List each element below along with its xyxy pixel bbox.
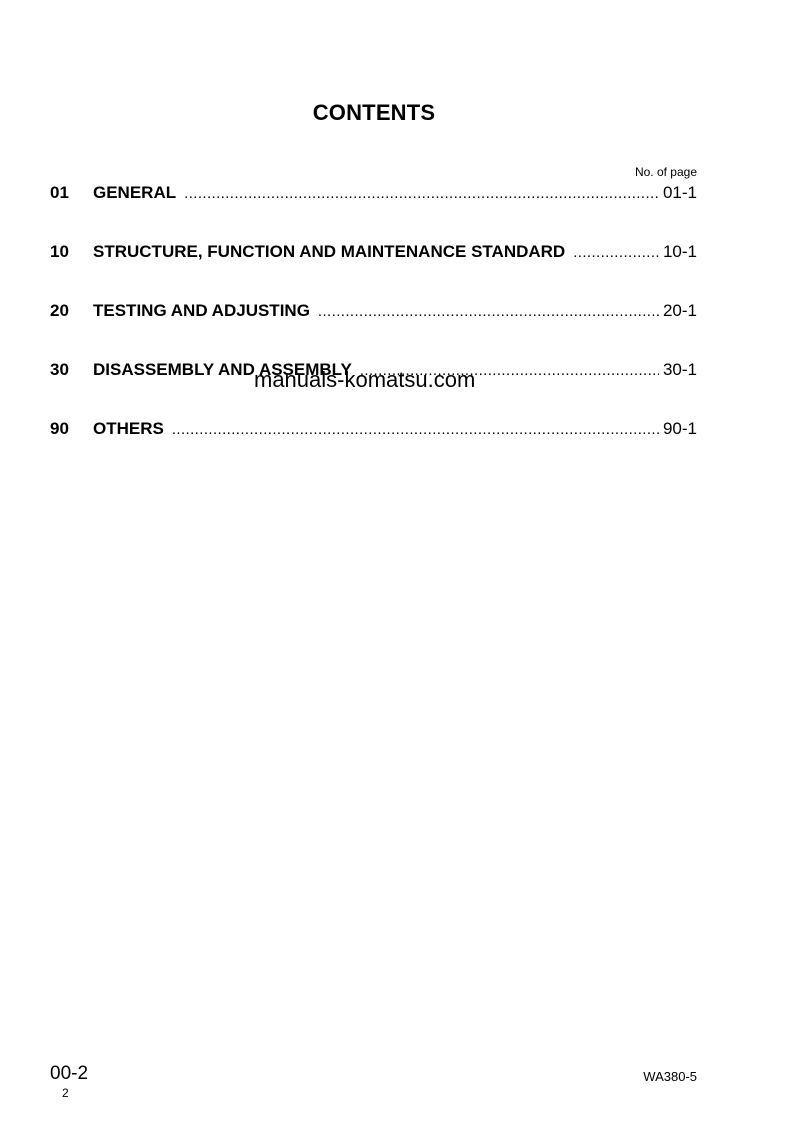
toc-entry-title[interactable]: DISASSEMBLY AND ASSEMBLY	[93, 360, 352, 379]
toc-entry-number: 20	[50, 301, 69, 320]
toc-entry-page[interactable]: 01-1	[662, 183, 697, 202]
toc-entry-testing[interactable]	[50, 301, 697, 360]
toc-entry-title[interactable]: TESTING AND ADJUSTING	[93, 301, 310, 320]
footer-revision: 2	[62, 1086, 69, 1100]
footer-model-code: WA380-5	[643, 1069, 697, 1084]
toc-entry-page[interactable]: 90-1	[662, 419, 697, 438]
toc-entry-number: 01	[50, 183, 69, 202]
toc-entry-title[interactable]: STRUCTURE, FUNCTION AND MAINTENANCE STANDARD	[93, 242, 566, 261]
toc-dot-leader	[573, 244, 659, 261]
table-of-contents	[50, 183, 697, 478]
toc-entry-title[interactable]: OTHERS	[93, 419, 164, 438]
toc-entry-general[interactable]	[50, 183, 697, 242]
toc-dot-leader	[318, 303, 659, 320]
toc-entry-title[interactable]: GENERAL	[93, 183, 177, 202]
toc-entry-page[interactable]: 20-1	[662, 301, 697, 320]
toc-entry-number: 10	[50, 242, 69, 261]
toc-entry-page[interactable]: 10-1	[662, 242, 697, 261]
toc-dot-leader	[184, 185, 659, 202]
footer-page-number: 00-2	[50, 1063, 89, 1084]
toc-entry-others[interactable]	[50, 419, 697, 478]
page-title: CONTENTS	[312, 100, 436, 125]
page-number-column-header: No. of page	[634, 165, 697, 179]
toc-entry-page[interactable]: 30-1	[662, 360, 697, 379]
toc-entry-number: 90	[50, 419, 69, 438]
toc-entry-structure[interactable]	[50, 242, 697, 301]
toc-entry-number: 30	[50, 360, 69, 379]
watermark-text: manuals-komatsu.com	[254, 367, 476, 392]
toc-dot-leader	[172, 421, 659, 438]
